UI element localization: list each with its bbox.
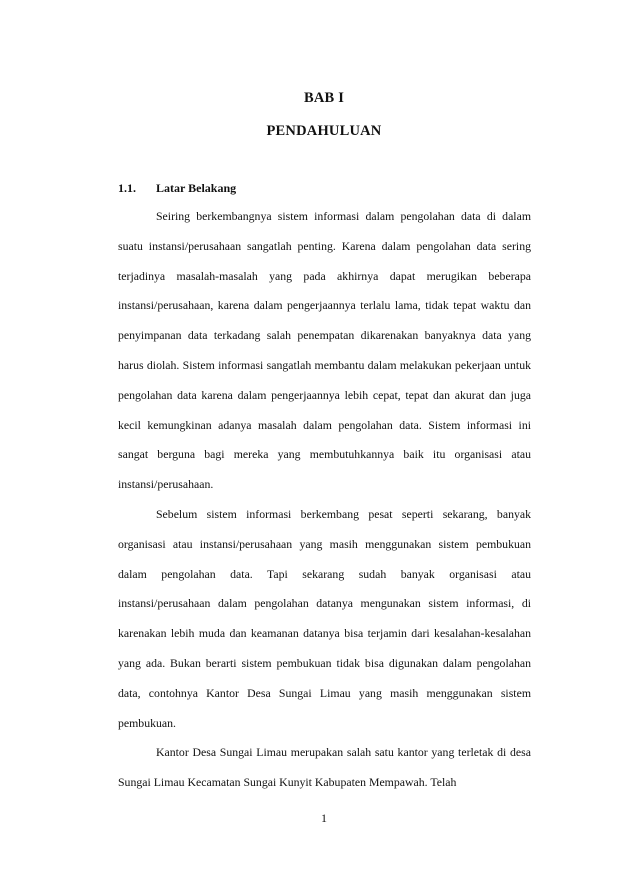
paragraph-3: Kantor Desa Sungai Limau merupakan salah satu kantor yang terletak di desa Sungai Limau Kecamatan Sungai Kunyit Kabupaten Mempawah. Telah — [118, 745, 531, 790]
chapter-title: PENDAHULUAN — [266, 123, 382, 139]
section-title: Latar Belakang — [156, 181, 237, 195]
chapter-number: BAB I — [303, 90, 345, 106]
page-number: 1 — [321, 811, 327, 825]
section-number: 1.1. — [118, 181, 136, 195]
section-heading — [118, 181, 236, 196]
paragraph-2: Sebelum sistem informasi berkembang pesat seperti sekarang, banyak organisasi atau instansi/perusahaan yang masih menggunakan sistem pembukuan dalam pengolahan data. Tapi sekarang sudah banyak organisasi atau instansi/perusahaan dalam pengolahan datanya mengunakan sistem informasi, di karenakan lebih muda dan keamanan datanya bisa terjamin dari kesalahan-kesalahan yang ada. Bukan berarti sistem pembukuan tidak bisa digunakan dalam pengolahan data, contohnya Kantor Desa Sungai Limau yang masih menggunakan sistem pembukuan. — [118, 506, 531, 730]
body-text — [118, 202, 531, 798]
paragraph-1: Seiring berkembangnya sistem informasi dalam pengolahan data di dalam suatu instansi/perusahaan sangatlah penting. Karena dalam pengolahan data sering terjadinya masalah-masalah yang pada akhirnya dapat merugikan beberapa instansi/perusahaan, karena dalam pengerjaannya terlalu lama, tidak tepat waktu dan penyimpanan data terkadang salah penempatan dikarenakan banyaknya data yang harus diolah. Sistem informasi sangatlah membantu dalam melakukan pekerjaan untuk pengolahan data karena dalam pengerjaannya lebih cepat, tepat dan akurat dan juga kecil kemungkinan adanya masalah dalam pengolahan data. Sistem informasi ini sangat berguna bagi mereka yang membutuhkannya baik itu organisasi atau instansi/perusahaan. — [118, 209, 531, 492]
